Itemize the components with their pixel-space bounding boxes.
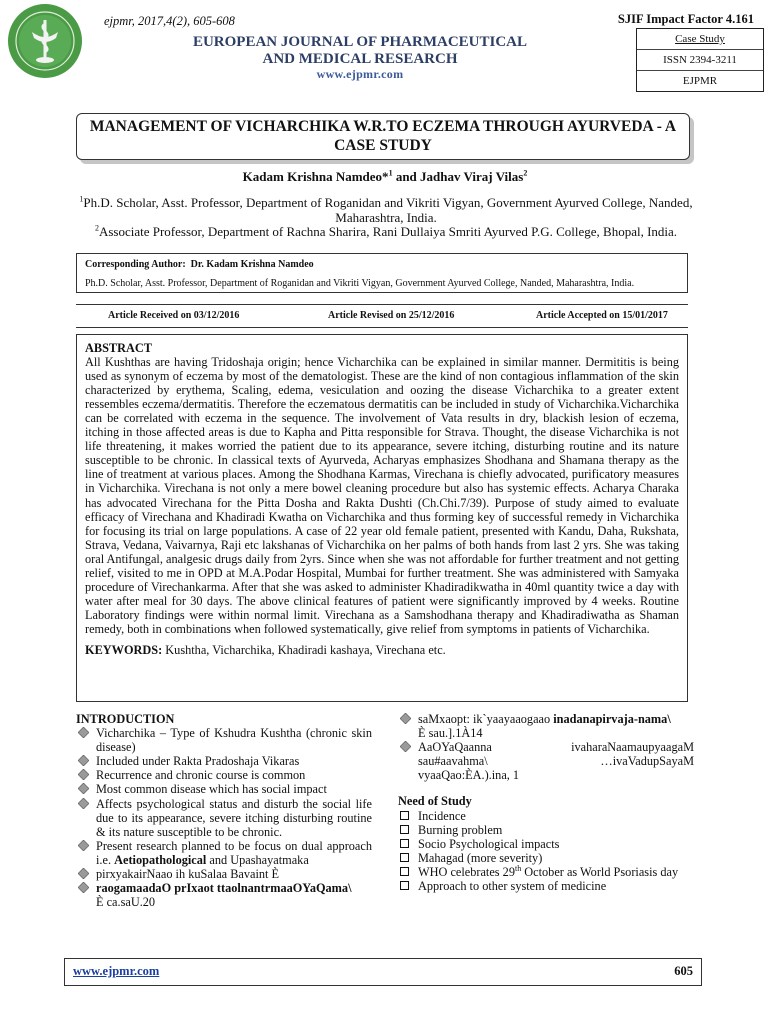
checkbox-bullet-icon (400, 825, 409, 834)
author-1: Kadam Krishna Namdeo* (242, 169, 389, 184)
affiliation-2-text: Associate Professor, Department of Rachna Sharira, Rani Dullaiya Smriti Ayurved P.G. College, Bhopal, India. (98, 224, 678, 239)
title-line1: MANAGEMENT OF VICHARCHIKA W.R.TO ECZEMA THROUGH AYURVEDA - A (89, 118, 677, 135)
diamond-bullet-icon (78, 783, 89, 794)
date-received: Article Received on 03/12/2016 (108, 310, 240, 321)
author-1-sup: 1 (388, 168, 393, 178)
right-item-2-w3: sau#aavahma\ (418, 754, 488, 769)
checkbox-bullet-icon (400, 867, 409, 876)
right-item-2-tail: vyaaQao:ÈA.).ina, 1 (418, 768, 520, 783)
diamond-bullet-icon (78, 769, 89, 780)
intro-item-8-bold: raogamaadaO prIxaot ttaolnantrmaaOYaQama\ (96, 881, 352, 896)
abstract-text: All Kushthas are having Tridoshaja origin; hence Vicharchika can be explained in similar manner. Dermititis is being used as synonym of eczema by most of the dematologist. These are the kind of non contagious inflammation of the skin characterized by erythema, Scaling, edema, vesiculation and oozing the disease Vicharchika to a greater extent ressembles eczema/dermatitis. Therefore the eczematous dermatitis can be included in study of Vicharchika.Vicharchika can be correlated with eczema in the sequence. The involvement of Vata results in dry, blackish lesion of eczema, itching in those affected areas is due to Kapha and Pitta responsible for Strava. Thought, the disease Vicharchika is not life threatening, it makes worried the patient due to its appearance, severe itching, disturbing routine and its nature susceptible to be chronic. In classical texts of Ayurveda, Acharyas emphasizes Shodhana and Shamana therapy as the line of treatment at various places. Among the Shodhana Karmas, Virechana is chiefly advocated, purificatory measures in Vicharchika. Virechana is not only a mere bowel cleaning procedure but also has systemic effects. Acharya Charaka has advocated Virechana for the Pitta Dosha and Rakta Dushti (Ch.Chi.7/39). Purpose of study aimed to evaluate efficacy of Virechana and Khadiradi Kwatha on Vicharchika and thus forming key of successful remedy in Vicharchika for focusing its trial on large populations. A case of 22 year old female patient, presented with Kandu, Daha, Rukshata, Strava, Vedana, Vaivarnya, Raji etc lakshanas of Vicharchika on her palms of both hands from last 2 yrs. She was taking oral Antifungal, analgesic drugs daily from 2yrs. Since when she was not affordable for further treatment and not getting relief, visited to me in OPD at M.A.Podar Hospital, Mumbai for further treatment. She was administered with Samyaka procedure of Virechankarma. After that she was asked to administer Khadiradikwatha in 40ml quantity twice a day with water after meal for 30 days. The above clinical features of patient were significantly improved by 4 weeks. Routine Laboratory findings were within normal limit. Virechana as a Samshodhana therapy and Khadiradiwatha as Shaman remedy, both in combinations when followed systematically, give relief from symptoms in patients of Vicharchika. (85, 355, 679, 636)
intro-item-7: pirxyakairNaao ih kuSalaa Bavaint È (96, 867, 280, 882)
article-type: Case Study (637, 29, 763, 50)
need-item-4: Mahagad (more severity) (418, 850, 543, 865)
author-2-sup: 2 (523, 168, 528, 178)
keywords (85, 643, 679, 657)
authors (0, 169, 770, 185)
right-item-2-w1: AaOYaQaanna (418, 740, 492, 755)
list-item (76, 797, 372, 839)
intro-item-1: Vicharchika – Type of Kshudra Kushtha (chronic skin disease) (96, 726, 372, 755)
list-item (76, 867, 372, 881)
need-item-1: Incidence (418, 808, 466, 823)
affiliation-1-line2: Maharashtra, India. (335, 210, 437, 225)
introduction-heading: INTRODUCTION (76, 712, 175, 726)
intro-item-4: Most common disease which has social impact (96, 782, 327, 797)
list-item (398, 851, 694, 865)
checkbox-bullet-icon (400, 811, 409, 820)
diamond-bullet-icon (400, 713, 411, 724)
intro-item-6b: and Upashayatmaka (206, 852, 309, 867)
list-item (76, 726, 372, 754)
list-item (398, 712, 694, 740)
list-item (76, 839, 372, 867)
right-item-1-tail: È sau.].1À14 (418, 726, 483, 741)
need-item-2: Burning problem (418, 822, 503, 837)
checkbox-bullet-icon (400, 853, 409, 862)
date-accepted: Article Accepted on 15/01/2017 (536, 310, 668, 321)
author-2: and Jadhav Viraj Vilas (392, 169, 524, 184)
right-item-1-bold: inadanapirvaja-nama\ (553, 712, 671, 726)
intro-item-2: Included under Rakta Pradoshaja Vikaras (96, 754, 300, 769)
list-item (398, 837, 694, 851)
affiliation-1-line1: Ph.D. Scholar, Asst. Professor, Department of Roganidan and Vikriti Vigyan, Government Ayurved College, Nanded, (83, 195, 693, 210)
checkbox-bullet-icon (400, 881, 409, 890)
list-item (398, 740, 694, 782)
right-item-1a: saMxaopt: ik`yaayaaogaao (418, 712, 554, 726)
date-revised: Article Revised on 25/12/2016 (328, 310, 455, 321)
right-item-2-w4: …ivaVadupSayaM (600, 754, 694, 769)
intro-item-6a: Present research planned to be focus on dual approach i.e. (96, 838, 372, 867)
citation: ejpmr, 2017,4(2), 605-608 (104, 14, 235, 28)
journal-name-line1: EUROPEAN JOURNAL OF PHARMACEUTICAL (192, 34, 528, 50)
article-title (76, 113, 690, 160)
list-item (76, 881, 372, 909)
diamond-bullet-icon (400, 741, 411, 752)
need-item-3: Socio Psychological impacts (418, 836, 560, 851)
footer-url[interactable]: www.ejpmr.com (73, 964, 160, 978)
intro-item-6-bold: Aetiopathological (114, 852, 207, 867)
journal-abbrev: EJPMR (682, 75, 718, 87)
checkbox-bullet-icon (400, 839, 409, 848)
corresponding-author-box (76, 253, 688, 293)
affiliation-1 (76, 195, 696, 225)
article-dates (76, 304, 688, 328)
intro-item-8-tail: È ca.saU.20 (96, 895, 156, 910)
page-number: 605 (674, 964, 693, 978)
page-footer (64, 958, 702, 986)
corresponding-label: Corresponding Author: (85, 259, 186, 270)
diamond-bullet-icon (78, 882, 89, 893)
journal-info-box (636, 28, 764, 92)
title-line2: CASE STUDY (334, 137, 432, 154)
intro-item-5: Affects psychological status and disturb the social life due to its appearance, severe itching disturbing routine & its nature susceptible to be chronic. (96, 796, 372, 839)
diamond-bullet-icon (78, 755, 89, 766)
need-item-who-a: WHO celebrates 29 (418, 864, 515, 879)
list-item (398, 865, 694, 879)
list-item (76, 754, 372, 768)
keywords-label: KEYWORDS: (85, 642, 163, 657)
affiliation-1-sup: 1 (79, 194, 84, 204)
affiliation-2-sup: 2 (94, 223, 99, 233)
list-item (398, 809, 694, 823)
diamond-bullet-icon (78, 727, 89, 738)
right-item-2-w2: ivaharaNaamaupyaagaM (571, 740, 694, 755)
journal-website[interactable]: www.ejpmr.com (316, 67, 404, 81)
intro-item-3: Recurrence and chronic course is common (96, 768, 306, 783)
diamond-bullet-icon (78, 840, 89, 851)
need-of-study-heading: Need of Study (398, 794, 472, 809)
diamond-bullet-icon (78, 868, 89, 879)
affiliation-2 (76, 224, 696, 239)
need-item-who-sup: th (514, 863, 522, 873)
right-column (398, 712, 694, 893)
list-item (76, 768, 372, 782)
keywords-text: Kushtha, Vicharchika, Khadiradi kashaya, Virechana etc. (162, 642, 446, 657)
abstract-box (76, 334, 688, 702)
journal-name-line2: AND MEDICAL RESEARCH (262, 51, 458, 67)
list-item (398, 823, 694, 837)
list-item (76, 782, 372, 796)
corresponding-address: Ph.D. Scholar, Asst. Professor, Department of Roganidan and Vikriti Vigyan, Government Ayurved College, Nanded, Maharashtra, India. (85, 278, 635, 289)
need-item-last: Approach to other system of medicine (418, 879, 607, 894)
abstract-heading: ABSTRACT (85, 341, 152, 355)
issn: ISSN 2394-3211 (637, 50, 763, 71)
need-item-who-b: October as World Psoriasis day (521, 864, 679, 879)
corresponding-name: Dr. Kadam Krishna Namdeo (190, 259, 314, 270)
journal-logo (6, 2, 84, 80)
diamond-bullet-icon (78, 798, 89, 809)
introduction-section (76, 712, 372, 909)
list-item (398, 879, 694, 893)
impact-factor: SJIF Impact Factor 4.161 (617, 12, 754, 26)
